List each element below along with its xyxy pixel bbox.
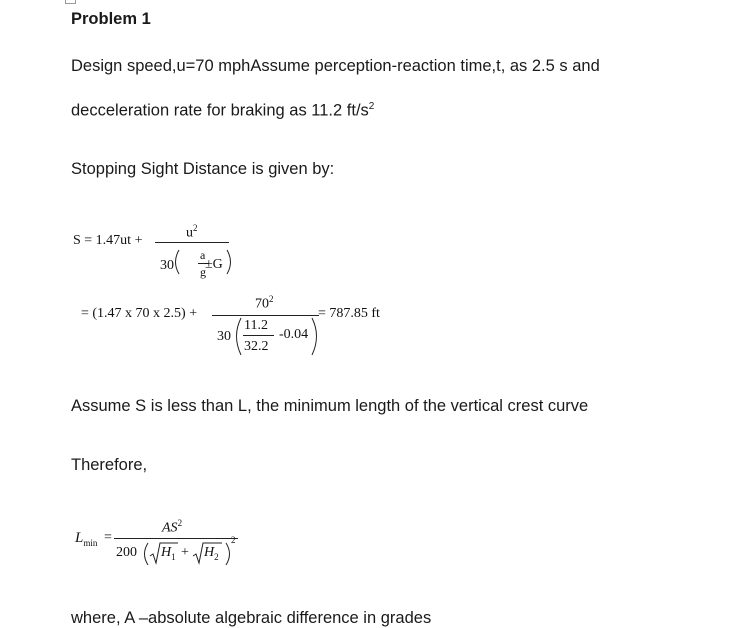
eq3-radical-h1 (150, 543, 178, 563)
eq1-den-tail: ±G (205, 257, 223, 272)
assume-statement: Assume S is less than L, the minimum length of the vertical crest curve (71, 397, 589, 415)
ssd-intro: Stopping Sight Distance is given by: (71, 160, 335, 178)
problem-title: Problem 1 (71, 10, 151, 28)
eq1-den-coef: 30 (160, 258, 174, 273)
eq2-den-frac-den: 32.2 (244, 339, 269, 354)
where-definition: where, A –absolute algebraic difference in grades (71, 609, 432, 627)
eq2-left-paren (237, 318, 242, 355)
eq2-result: = 787.85 ft (318, 306, 380, 321)
eq1-right-paren (227, 250, 231, 274)
eq3-radical-h2 (193, 543, 222, 563)
therefore-label: Therefore, (71, 456, 148, 474)
eq1-den-frac-den: g (200, 265, 206, 279)
eq3-h2: $H_2$ (204, 545, 219, 562)
eq2-numerator: $70^2$ (255, 294, 274, 312)
eq2-den-frac-num: 11.2 (244, 318, 268, 333)
eq2-den-coef: 30 (217, 329, 231, 344)
eq2-right-paren (312, 318, 317, 355)
deceleration-exponent: 2 (368, 101, 375, 112)
eq3-numerator: $AS^2$ (162, 518, 183, 536)
eq1-left-paren (176, 250, 180, 274)
eq2-lhs: = (1.47 x 70 x 2.5) + (81, 306, 198, 321)
eq3-den-exponent: 2 (231, 535, 236, 545)
eq3-plus: + (181, 545, 189, 560)
design-speed-line: Design speed,u=70 mphAssume perception-reaction time,t, as 2.5 s and (71, 57, 600, 75)
deceleration-text: decceleration rate for braking as 11.2 ft/s (71, 101, 369, 120)
eq3-lhs: $L_{min}$ (75, 530, 98, 548)
eq3-eq-sign: = (104, 530, 112, 545)
eq2-den-tail: -0.04 (279, 327, 309, 342)
eq3-h1: $H_1$ (161, 545, 176, 562)
eq3-left-paren (145, 543, 149, 565)
eq1-lhs: S = 1.47ut + (73, 233, 143, 248)
eq3-right-paren (226, 543, 230, 565)
eq3-den-coef: 200 (116, 545, 137, 560)
eq1-den-frac-num: a (200, 248, 206, 262)
eq1-numerator: $u^2$ (186, 223, 198, 241)
